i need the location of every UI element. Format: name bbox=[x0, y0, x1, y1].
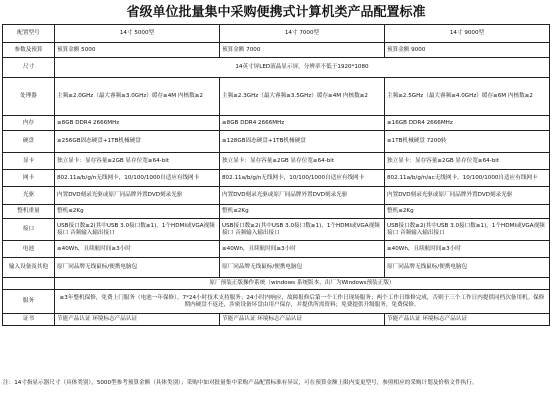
spec-row bbox=[3, 170, 550, 187]
page-title: 省级单位批量集中采购便携式计算机类产品配置标准 bbox=[126, 5, 426, 20]
row-value: 原厂同品牌无线鼠标/便携电脑包 bbox=[55, 258, 220, 278]
budget-5000: 预算金额 5000 bbox=[55, 43, 220, 58]
row-value: 802.11a/b/g/n无线网卡，10/100/1000自适应有线网卡 bbox=[55, 170, 220, 187]
row-label: 处理器 bbox=[3, 78, 55, 116]
spec-row bbox=[3, 258, 550, 278]
row-label: 光驱 bbox=[3, 187, 55, 205]
row-label: 证书 bbox=[3, 314, 55, 326]
spec-row bbox=[3, 116, 550, 131]
row-label: 尺寸 bbox=[3, 58, 55, 78]
row-value: ≥40Wh，且续航时间≥3小时 bbox=[220, 241, 385, 258]
row-value: 整机≤2Kg bbox=[220, 205, 385, 219]
spec-row bbox=[3, 205, 550, 219]
row-value: 内置DVD刻录光驱或原厂同品牌外置DVD刻录光驱 bbox=[385, 187, 550, 205]
spec-row bbox=[3, 131, 550, 153]
row-value: 独立显卡：显存容量≥2GB 显存位宽≥64-bit bbox=[220, 153, 385, 170]
row-value: 独立显卡：显存容量≥2GB 显存位宽≥64-bit bbox=[55, 153, 220, 170]
spec-table bbox=[2, 24, 550, 326]
row-value: 独立显卡：显存容量≥2GB 显存位宽≥64-bit bbox=[385, 153, 550, 170]
header-label: 配置型号 bbox=[3, 25, 55, 43]
spec-row bbox=[3, 219, 550, 241]
row-value: ≥8GB DDR4 2666MHz bbox=[55, 116, 220, 131]
spec-row bbox=[3, 241, 550, 258]
model-7000: 14寸 7000型 bbox=[220, 25, 385, 43]
spec-row bbox=[3, 290, 550, 314]
budget-7000: 预算金额 7000 bbox=[220, 43, 385, 58]
row-value: ≥8GB DDR4 2666MHz bbox=[220, 116, 385, 131]
row-value: ≥40Wh，且续航时间≥3小时 bbox=[55, 241, 220, 258]
row-value: ≥16GB DDR4 2666MHz bbox=[385, 116, 550, 131]
row-value: 原厂同品牌无线鼠标/便携电脑包 bbox=[385, 258, 550, 278]
row-span-value: 14英寸屏LED液晶显示屏，分辨率不低于1920*1080 bbox=[55, 58, 550, 78]
row-label: 网卡 bbox=[3, 170, 55, 187]
row-label bbox=[3, 278, 55, 290]
row-label: 电池 bbox=[3, 241, 55, 258]
row-label: 显卡 bbox=[3, 153, 55, 170]
row-value: 节能产品认证 环境标志产品认证 bbox=[385, 314, 550, 326]
row-span-value: 原厂预装正版操作系统（windows 系统版本，出厂为Windows预装正版） bbox=[55, 278, 550, 290]
row-label: 硬盘 bbox=[3, 131, 55, 153]
spec-row bbox=[3, 187, 550, 205]
row-value: 内置DVD刻录光驱或原厂同品牌外置DVD刻录光驱 bbox=[55, 187, 220, 205]
row-value: 主频≥2.3GHz（最大睿频≥3.5GHz）缓存≥4M 内核数≥2 bbox=[220, 78, 385, 116]
row-value: 整机≤2Kg bbox=[55, 205, 220, 219]
footnote: 注：14寸指显示器尺寸（具体类别），5000型参考预算金额（具体类别）；采购中如对批量集中采购产品配置标准有异议，可在预算金额上限内变更型号，参照相应的采购计划及价格文件执行。 bbox=[3, 380, 478, 386]
row-value: ≥128GB固态硬盘+1TB机械硬盘 bbox=[220, 131, 385, 153]
row-value: 802.11a/b/g/n无线网卡，10/100/1000自适应有线网卡 bbox=[220, 170, 385, 187]
model-9000: 14寸 9000型 bbox=[385, 25, 550, 43]
budget-row bbox=[3, 43, 550, 58]
row-value: ≥256GB固态硬盘+1TB机械硬盘 bbox=[55, 131, 220, 153]
model-5000: 14寸 5000型 bbox=[55, 25, 220, 43]
row-value: 802.11a/b/g/n/ac无线网卡，10/100/1000自适应有线网卡 bbox=[385, 170, 550, 187]
row-value: 主频≥2.0GHz（最大睿频≥3.0GHz）缓存≥4M 内核数≥2 bbox=[55, 78, 220, 116]
row-value: ≥40Wh，且续航时间≥3小时 bbox=[385, 241, 550, 258]
row-value: USB接口数≥2(其中USB 3.0接口数≥1)，1个HDMI或VGA视频接口 音频输入输出接口 bbox=[55, 219, 220, 241]
spec-row bbox=[3, 78, 550, 116]
row-value: 内置DVD刻录光驱或原厂同品牌外置DVD刻录光驱 bbox=[220, 187, 385, 205]
row-span-value: ≥3年整机保修，免费上门服务（电池一年保修），7*24小时技术支持服务；24小时内响应，故障报修后第一个工作日现场服务；两个工作日维修完成，否则于三个工作日内提供同档次备用机。保修期内硬盘不返还，涉密设备坏盘由用户保存，并提供所需资料；免费提供升级服务，免费保修。 bbox=[55, 290, 550, 314]
row-value: 节能产品认证 环境标志产品认证 bbox=[220, 314, 385, 326]
row-label: 整机重量 bbox=[3, 205, 55, 219]
row-value: USB接口数≥2(其中USB 3.0接口数≥1)，1个HDMI或VGA视频接口 音频输入输出接口 bbox=[220, 219, 385, 241]
header-row bbox=[3, 25, 550, 43]
row-value: 节能产品认证 环境标志产品认证 bbox=[55, 314, 220, 326]
row-label: 接口 bbox=[3, 219, 55, 241]
row-value: 主频≥2.5GHz（最大睿频≥4.0GHz）缓存≥6M 内核数≥2 bbox=[385, 78, 550, 116]
row-label: 输入设备及其他 bbox=[3, 258, 55, 278]
row-value: 整机≤2Kg bbox=[385, 205, 550, 219]
row-label: 内存 bbox=[3, 116, 55, 131]
budget-9000: 预算金额 9000 bbox=[385, 43, 550, 58]
budget-label: 参数及预算 bbox=[3, 43, 55, 58]
row-value: USB接口数≥2(其中USB 3.0接口数≥1)，1个HDMI或VGA视频接口 音频输入输出接口 bbox=[385, 219, 550, 241]
spec-row bbox=[3, 153, 550, 170]
spec-row bbox=[3, 278, 550, 290]
spec-row bbox=[3, 58, 550, 78]
row-label: 服务 bbox=[3, 290, 55, 314]
row-value: ≥1TB机械硬盘 7200转 bbox=[385, 131, 550, 153]
spec-row bbox=[3, 314, 550, 326]
row-value: 原厂同品牌无线鼠标/便携电脑包 bbox=[220, 258, 385, 278]
